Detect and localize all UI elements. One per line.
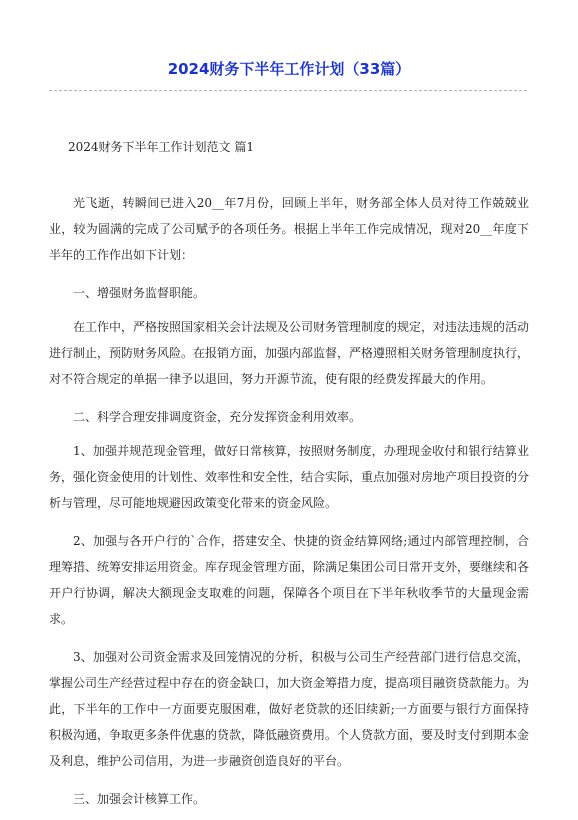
section-heading-2: 二、科学合理安排调度资金，充分发挥资金利用效率。 bbox=[73, 410, 362, 424]
section-heading-3: 三、加强会计核算工作。 bbox=[73, 792, 206, 806]
document-body bbox=[49, 190, 529, 820]
paragraph: 3、加强对公司资金需求及回笼情况的分析，积极与公司生产经营部门进行信息交流，掌握公司生产经营过程中存在的资金缺口，加大资金筹措力度，提高项目融资贷款能力。为此，下半年的工作中一方面要克服困难，做好老贷款的还旧续新;一方面要与银行方面保持积极沟通，争取更多条件优惠的贷款，降低融资费用。个人贷款方面，要及时支付到期本金及利息，维护公司信用，为进一步融资创造良好的平台。 bbox=[49, 650, 530, 768]
title-divider bbox=[49, 90, 527, 91]
section-heading-1: 一、增强财务监督职能。 bbox=[73, 286, 206, 300]
article-heading: 2024财务下半年工作计划范文 篇1 bbox=[68, 140, 254, 154]
paragraph: 2、加强与各开户行的`合作，搭建安全、快捷的资金结算网络;通过内部管理控制，合理筹措、统筹安排运用资金。库存现金管理方面，除满足集团公司日常开支外，要继续和各开户行协调，解决大额现金支取难的问题，保障各个项目在下半年秋收季节的大量现金需求。 bbox=[49, 534, 530, 626]
paragraph-intro: 光飞逝，转瞬间已进入20__年7月份，回顾上半年，财务部全体人员对待工作兢兢业业，较为圆满的完成了公司赋予的各项任务。根据上半年工作完成情况，现对20__年度下半年的工作作出如下计划： bbox=[49, 196, 529, 262]
paragraph: 1、加强并规范现金管理，做好日常核算，按照财务制度，办理现金收付和银行结算业务，强化资金使用的计划性、效率性和安全性，结合实际，重点加强对房地产项目投资的分析与管理，尽可能地规避因政策变化带来的资金风险。 bbox=[49, 444, 530, 510]
paragraph: 在工作中，严格按照国家相关会计法规及公司财务管理制度的规定，对违法违规的活动进行制止，预防财务风险。在报销方面，加强内部监督，严格遵照相关财务管理制度执行，对不符合规定的单据一律予以退回，努力开源节流，使有限的经费发挥最大的作用。 bbox=[49, 320, 530, 386]
document-title: 2024财务下半年工作计划（33篇） bbox=[167, 60, 411, 78]
